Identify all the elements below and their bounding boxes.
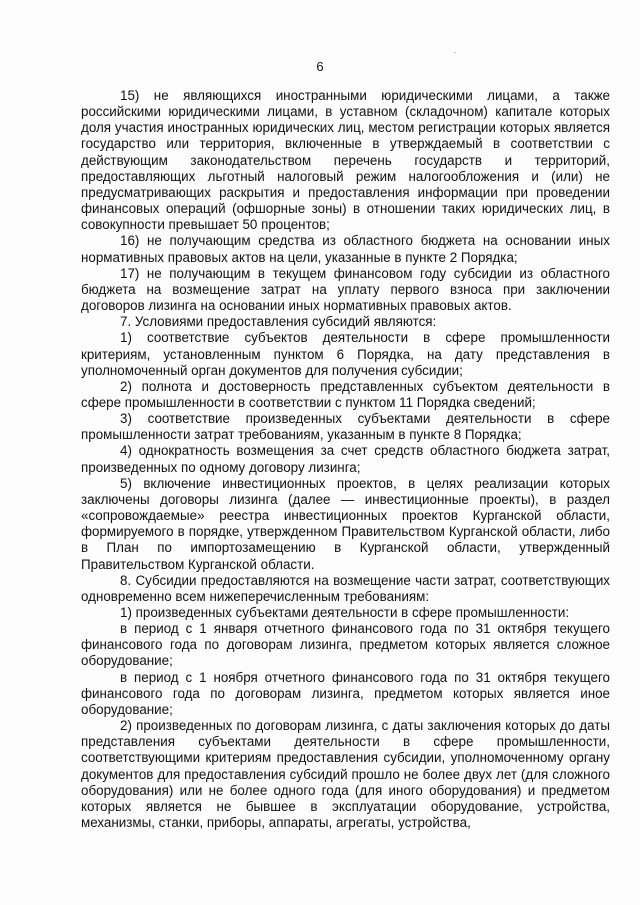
page-number: 6 — [316, 59, 324, 74]
scan-artifact — [454, 52, 456, 53]
requirement-1-heading: 1) произведенных субъектами деятельности в сфере промышленности: — [120, 605, 570, 620]
section-8-heading: 8. Субсидии предоставляются на возмещение части затрат, соответствующих одновременно всем нижеперечисленным требованиям: — [81, 572, 610, 604]
requirement-1-complex-equipment: в период с 1 января отчетного финансового года по 31 октября текущего финансового года по договорам лизинга, предметом которых является сложное оборудование; — [81, 621, 610, 669]
paragraph-15-foreign-entities: 15) не являющихся иностранными юридическими лицами, а также российскими юридическими лицами, в уставном (складочном) капитале которых доля участия иностранных юридических лиц, местом регистрации которых является государство или территория, включенные в утверждаемый в соответствии с действующим законодательством перечень государств и территорий, предоставляющих льготный налоговый режим налогообложения и (или) не предусматривающих раскрытия и предоставления информации при проведении финансовых операций (офшорные зоны) в отношении таких юридических лиц, в совокупности превышает 50 процентов; — [81, 88, 610, 233]
paragraph-17-first-payment: 17) не получающим в текущем финансовом году субсидии из областного бюджета на возмещение затрат на уплату первого взноса при заключении договоров лизинга на основании иных нормативных правовых актов. — [81, 265, 610, 314]
requirement-2-lease-terms: 2) произведенных по договорам лизинга, с даты заключения которых до даты представления субъектами деятельности в сфере промышленности, соответствующими критериям предоставления субсидии, уполномоченному органу документов для предоставления субсидий прошло не более двух лет (для сложного оборудования) или не более одного года (для иного оборудования) и предметом которых является не бывшее в эксплуатации оборудование, устройства, механизмы, станки, приборы, аппараты, агрегаты, устройства, — [81, 718, 610, 831]
paragraph-16-other-acts: 16) не получающим средства из областного бюджета на основании иных нормативных правовых актов на цели, указанные в пункте 2 Порядка; — [81, 233, 610, 265]
requirement-1-other-equipment: в период с 1 ноября отчетного финансового года по 31 октября текущего финансового года по договорам лизинга, предметом которых является иное оборудование; — [81, 669, 610, 717]
condition-5-projects: 5) включение инвестиционных проектов, в целях реализации которых заключены договоры лизинга (далее — инвестиционные проекты), в раздел «сопровождаемые» реестра инвестиционных проектов Курганской области, формируемого в порядке, утвержденном Правительством Курганской области, либо в План по импортозамещению в Курганской области, утвержденный Правительством Курганской области. — [81, 475, 610, 572]
section-7-heading: 7. Условиями предоставления субсидий являются: — [120, 314, 437, 330]
condition-3-costs: 3) соответствие произведенных субъектами деятельности в сфере промышленности затрат требованиям, указанным в пункте 8 Порядка; — [81, 411, 610, 443]
condition-2-completeness: 2) полнота и достоверность представленных субъектом деятельности в сфере промышленности в соответствии с пунктом 11 Порядка сведений; — [81, 378, 610, 410]
condition-4-once: 4) однократность возмещения за счет средств областного бюджета затрат, произведенных по одному договору лизинга; — [81, 443, 610, 475]
condition-1-criteria: 1) соответствие субъектов деятельности в сфере промышленности критериям, установленным пунктом 6 Порядка, на дату представления в уполномоченный орган документов для получения субсидии; — [81, 330, 610, 378]
document-body — [81, 88, 610, 831]
